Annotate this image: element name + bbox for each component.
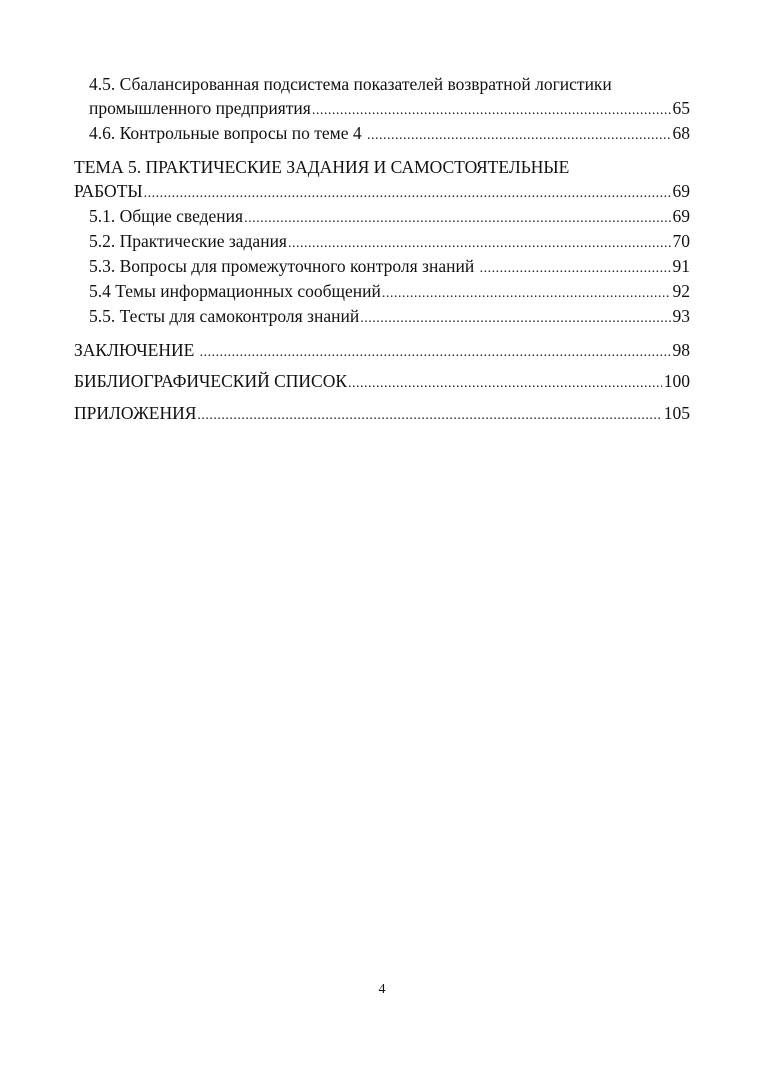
toc-entry-title: БИБЛИОГРАФИЧЕСКИЙ СПИСОК xyxy=(74,371,348,391)
toc-page-number: 91 xyxy=(672,256,690,276)
dot-leader xyxy=(244,207,670,231)
toc-page-number: 100 xyxy=(663,371,690,391)
toc-page-number: 70 xyxy=(672,231,690,251)
toc-entry-title: ЗАКЛЮЧЕНИЕ xyxy=(74,340,199,360)
toc-entry-title: ПРИЛОЖЕНИЯ xyxy=(74,403,197,423)
toc-page-number: 69 xyxy=(672,206,690,226)
toc-page-number: 65 xyxy=(672,98,690,118)
dot-leader xyxy=(348,372,662,396)
toc-entry-title: РАБОТЫ xyxy=(74,181,143,201)
dot-leader xyxy=(144,182,671,206)
dot-leader xyxy=(312,99,671,123)
toc-page-number: 98 xyxy=(672,340,690,360)
dot-leader xyxy=(200,341,671,365)
toc-entry-title-line1: 4.5. Сбалансированная подсистема показателей возвратной логистики xyxy=(89,74,612,94)
dot-leader xyxy=(367,124,671,148)
toc-entry-title: 5.2. Практические задания xyxy=(89,231,287,251)
dot-leader xyxy=(382,282,671,306)
dot-leader xyxy=(480,257,671,281)
toc-page-number: 68 xyxy=(672,123,690,143)
toc-entry-title: 5.5. Тесты для самоконтроля знаний xyxy=(89,306,360,326)
toc-page-number: 93 xyxy=(672,306,690,326)
page-number: 4 xyxy=(378,982,386,997)
toc-entry-title-line1: ТЕМА 5. ПРАКТИЧЕСКИЕ ЗАДАНИЯ И САМОСТОЯТЕЛЬНЫЕ xyxy=(74,157,570,177)
toc-entry-title: промышленного предприятия xyxy=(89,98,311,118)
toc-page-number: 105 xyxy=(663,403,690,423)
dot-leader xyxy=(197,404,661,428)
toc-entry-title: 5.1. Общие сведения xyxy=(89,206,244,226)
toc-entry-title: 4.6. Контрольные вопросы по теме 4 xyxy=(89,123,366,143)
dot-leader xyxy=(360,307,670,331)
toc-page-number: 92 xyxy=(672,281,690,301)
dot-leader xyxy=(288,232,671,256)
toc-entry-title: 5.4 Темы информационных сообщений xyxy=(89,281,381,301)
toc-entry-title: 5.3. Вопросы для промежуточного контроля знаний xyxy=(89,256,479,276)
toc-page-number: 69 xyxy=(672,181,690,201)
